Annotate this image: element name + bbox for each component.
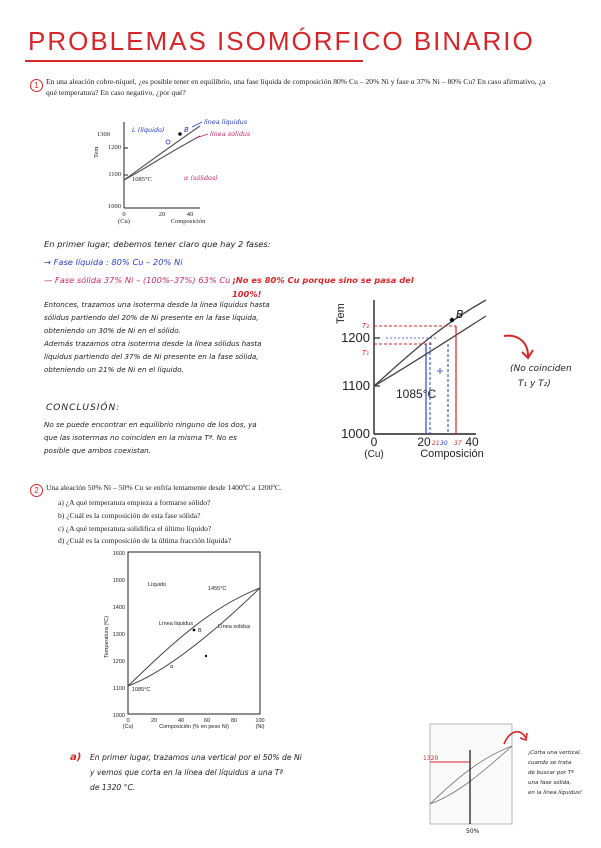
x-50: 50%: [466, 828, 480, 835]
ann-alpha: α (sólidos): [184, 174, 218, 182]
para-line: obteniendo un 21% de Ni en el líquido.: [44, 365, 184, 374]
title-underline: [25, 60, 363, 62]
para-line: Además trazamos otra isoterma desde la línea sólidus hasta: [44, 339, 262, 348]
para-line: obteniendo un 30% de Ni en el sólido.: [44, 326, 181, 335]
yt-1300: 1300: [112, 632, 125, 638]
x-sub-cu: (Cu): [118, 218, 130, 225]
yt-1300: 1300: [97, 131, 110, 138]
side-note-line2: T₁ y T₂): [518, 379, 551, 389]
answer-a-line: En primer lugar, trazamos una vertical por el 50% de Ni: [90, 753, 302, 762]
point-b: [450, 318, 454, 322]
q1-paragraph: [44, 298, 324, 376]
xt-0: 0: [122, 211, 126, 218]
t2-label: T₂: [362, 322, 370, 330]
side-note: [510, 362, 572, 392]
q2-phase-diagram: [98, 548, 294, 730]
page-title: PROBLEMAS ISOMÓRFICO BINARIO: [28, 26, 535, 56]
mark-30: 30: [440, 440, 448, 447]
q1-conclusion: [44, 418, 324, 457]
xt-20: 20: [158, 211, 166, 218]
liquid-label: Líquido: [148, 582, 167, 588]
conclusion-line: que las isotermas no coinciden en la misma Tª. No es: [44, 433, 237, 442]
q1-answer-line2-text: → Fase líquida : 80% Cu – 20% Ni: [44, 257, 183, 267]
top-temp: 1455°C: [208, 586, 227, 592]
conclusion-line: No se puede encontrar en equilibrio ninguno de los dos, ya: [44, 420, 257, 429]
q1-large-diagram: [326, 298, 506, 460]
conclusion-line: posible que ambos coexistan.: [44, 446, 152, 455]
side-note-line1: (No coinciden: [510, 364, 572, 374]
temp-1085: 1085°C: [396, 387, 437, 401]
mini-note-line: en la línea líquidus!: [528, 790, 582, 796]
mini-note-line: cuando se trata: [528, 760, 572, 766]
t1-label: T₁: [362, 349, 370, 357]
ann-solidus: línea sólidus: [210, 130, 251, 138]
mini-note-line: una fase sólida,: [528, 780, 572, 786]
solidus-label: Línea solidus: [218, 624, 251, 630]
y-label: Tem: [93, 146, 100, 158]
yt-1000: 1000: [341, 426, 370, 441]
mini-note-line: ¡Corta una vertical,: [528, 750, 582, 756]
q1-answer-line3-text: — Fase sólida 37% Ni – (100%–37%) 63% Cu: [44, 275, 231, 285]
point-b: [178, 132, 182, 136]
xt-60: 60: [203, 718, 211, 724]
x-label: Composición (% en peso Ni): [159, 724, 229, 730]
xt-20: 20: [417, 435, 431, 449]
yt-1000: 1000: [112, 713, 125, 719]
x-sub-ni: (Ni): [255, 724, 265, 730]
q1-answer-line3: [44, 274, 244, 288]
yt-1200: 1200: [112, 659, 125, 665]
red-arrow-icon: [500, 724, 530, 748]
ann-liquidus: línea líquidus: [204, 118, 248, 126]
yt-1100: 1100: [342, 378, 370, 393]
q1-warning: [232, 274, 442, 301]
question-2-text: Una aleación 50% Ni – 50% Cu se enfría lentamente desde 1400ºC a 1200ºC.: [46, 483, 282, 492]
para-line: líquidus partiendo del 37% de Ni presente en la fase sólida,: [44, 352, 259, 361]
xt-40: 40: [177, 718, 185, 724]
point-b-label: B: [184, 126, 189, 134]
answer-a-line: de 1320 °C.: [90, 783, 136, 792]
y-label: Temperatura (ºC): [104, 615, 110, 658]
x-sub-cu: (Cu): [122, 724, 134, 730]
q1-warning-text: ¡No es 80% Cu porque sino se pasa del 100%!: [232, 275, 414, 299]
item-b: b) ¿Cuál es la composición de esta fase sólida?: [58, 510, 201, 520]
x-label: Composición: [420, 448, 484, 460]
liquidus-label: Línea liquidus: [159, 621, 193, 627]
yt-1100: 1100: [108, 171, 121, 178]
answer-a-label: a): [70, 752, 82, 763]
bottom-temp: 1085°C: [132, 687, 151, 693]
point: [205, 655, 207, 657]
answer-a-line: y vemos que corta en la línea del líquidus a una Tª: [90, 768, 283, 777]
question-1-number: 1: [30, 79, 43, 92]
red-arrow-icon: [500, 330, 540, 364]
yt-1200: 1200: [108, 144, 121, 151]
mini-note-line: de buscar por Tª: [528, 770, 574, 776]
x-label: Composición: [170, 218, 206, 225]
point-b-label: B: [456, 308, 464, 321]
question-2-items: [58, 497, 458, 548]
temp-1320: 1320: [423, 755, 439, 762]
yt-1000: 1000: [108, 203, 121, 210]
xt-40: 40: [186, 211, 194, 218]
yt-1100: 1100: [113, 686, 125, 692]
answer-a-text: [90, 750, 400, 795]
xt-0: 0: [370, 435, 378, 449]
item-d: d) ¿Cuál es la composición de la última fracción líquida?: [58, 536, 232, 546]
temp-1085: 1085°C: [132, 176, 152, 183]
mini-note: [528, 748, 600, 798]
mark-21: 21: [432, 440, 440, 447]
q1-answer-line1: En primer lugar, debemos tener claro que hay 2 fases:: [44, 239, 271, 249]
point-b-label: B: [198, 628, 202, 634]
question-2-number: 2: [30, 484, 43, 497]
xt-40: 40: [465, 435, 479, 449]
ann-liquid: L (líquido): [132, 126, 165, 134]
item-c: c) ¿A qué temperatura solidifica el último líquido?: [58, 523, 212, 533]
mark-37: 37: [454, 440, 462, 447]
yt-1200: 1200: [341, 330, 370, 345]
yt-1400: 1400: [112, 605, 125, 611]
x-sub-cu: (Cu): [364, 449, 384, 460]
q1-small-diagram: [88, 118, 298, 228]
point-b: [193, 629, 196, 632]
xt-100: 100: [255, 718, 265, 724]
item-a: a) ¿A qué temperatura empieza a formarse sólido?: [58, 498, 211, 507]
y-label: Tem: [335, 303, 347, 324]
xt-0: 0: [126, 718, 130, 724]
question-1-text: En una aleación cobre-níquel, ¿es posible tener en equilibrio, una fase líquida de composición 80% Cu – 20% Ni y fase α 37% Ni – 80% Cu? En caso afirmativo, ¿a qué temperatura? En caso negativo, ¿por qué?: [46, 77, 546, 97]
alpha-label: α: [170, 664, 174, 670]
conclusion-title: CONCLUSIÓN:: [46, 403, 121, 413]
para-line: Entonces, trazamos una isoterma desde la línea líquidus hasta: [44, 300, 270, 309]
yt-1600: 1600: [112, 551, 125, 557]
xt-80: 80: [230, 718, 238, 724]
para-line: sólidus partiendo del 20% de Ni presente en la fase líquida,: [44, 313, 259, 322]
xt-20: 20: [150, 718, 158, 724]
q1-answer-line2: [44, 256, 344, 270]
yt-1500: 1500: [112, 578, 125, 584]
